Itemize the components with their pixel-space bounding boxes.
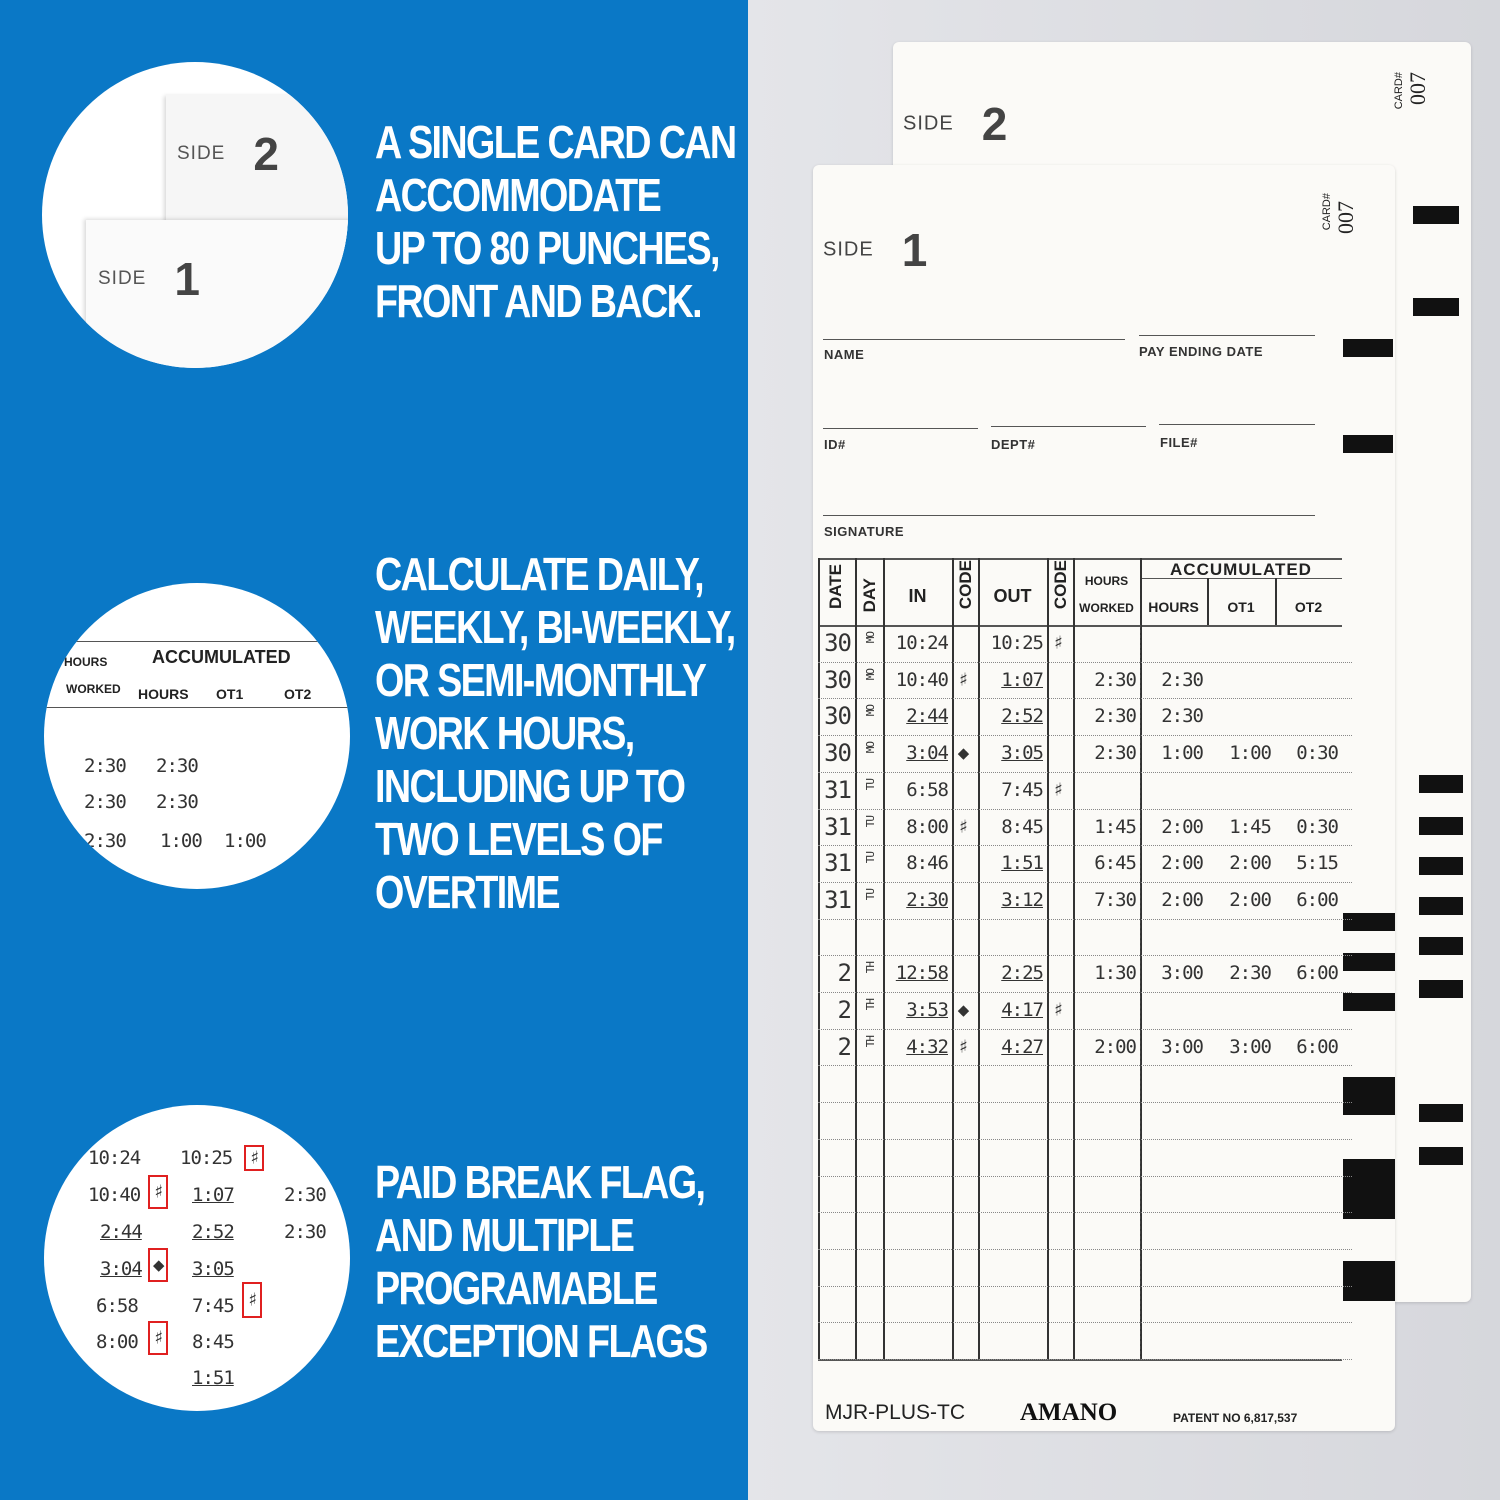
cell-worked: 6:45 [1094, 852, 1136, 875]
column-header-day: DAY [860, 578, 879, 613]
cell-ot1: 1:45 [1229, 815, 1271, 838]
cell-in: 10:24 [895, 632, 948, 654]
row-separator [818, 735, 1352, 736]
row-separator [818, 1212, 1352, 1213]
cell-ot2: 6:00 [1296, 888, 1338, 911]
column-header-accumulated: ACCUMULATED [1170, 560, 1312, 579]
time-card-side-2: SIDE 2 CARD# 007 [893, 42, 1471, 1302]
cell-out: 2:52 [1001, 705, 1043, 728]
cell-out-code: ♯ [1052, 778, 1064, 801]
row-separator [818, 1139, 1352, 1140]
cell-day: TU [864, 778, 877, 791]
heading-line: FRONT AND BACK. [375, 275, 702, 327]
cell-in: 2:30 [906, 888, 948, 911]
heading-punches [375, 116, 736, 328]
heading-hours [375, 548, 735, 919]
cell-ot2: 6:00 [1296, 962, 1338, 985]
column-divider [855, 558, 857, 1359]
heading-line: A SINGLE CARD CAN [375, 116, 736, 168]
row-separator [818, 1286, 1352, 1287]
cell-date: 30 [824, 629, 851, 657]
side-1-label: SIDE 1 [98, 253, 201, 305]
cell-date: 2 [837, 959, 851, 988]
cell-out: 4:17 [1001, 999, 1043, 1021]
patent-number: PATENT NO 6,817,537 [1173, 1411, 1298, 1425]
cell-out: 1:07 [1001, 668, 1043, 691]
cell-in: 10:40 [895, 668, 948, 691]
cell-day: MO [864, 742, 877, 754]
cell-worked: 2:00 [1094, 1035, 1136, 1058]
row-separator [818, 955, 1352, 956]
side-label: SIDE 1 [823, 224, 929, 276]
cell-date: 2 [837, 1032, 851, 1061]
cell-out: 4:27 [1001, 1035, 1043, 1058]
column-header-in: IN [908, 586, 927, 606]
header-bottom-border [818, 625, 1342, 627]
row-separator [818, 1176, 1352, 1177]
row-separator [818, 1102, 1352, 1103]
cell-out: 2:25 [1001, 962, 1043, 985]
cell-day: TU [864, 815, 877, 827]
heading-line: OR SEMI-MONTHLY [375, 654, 706, 706]
row-separator [818, 919, 1352, 920]
row-separator [818, 882, 1352, 883]
cell-day: TU [864, 852, 877, 864]
cell-date: 30 [824, 702, 851, 731]
cell-in: 8:00 [906, 815, 948, 838]
sides-detail-circle [42, 62, 348, 368]
heading-line: INCLUDING UP TO [375, 760, 685, 812]
cell-out: 8:45 [1001, 815, 1043, 838]
cell-day: TH [864, 999, 877, 1011]
cell-in-code: ♯ [957, 1035, 969, 1058]
cell-hours: 3:00 [1161, 962, 1203, 985]
cell-ot1: 2:00 [1229, 888, 1271, 911]
cell-hours: 2:00 [1161, 888, 1203, 911]
cell-in: 3:53 [906, 999, 948, 1021]
column-header-out: OUT [993, 586, 1032, 606]
column-header-date: DATE [826, 564, 845, 610]
cell-hours: 3:00 [1161, 1035, 1203, 1058]
cell-ot1: 2:00 [1229, 852, 1271, 875]
heading-line: CALCULATE DAILY, [375, 548, 703, 600]
brand-logo: AMANO [1020, 1399, 1118, 1426]
cell-in: 8:46 [906, 852, 948, 875]
cell-hours: 2:30 [1161, 705, 1203, 728]
row-separator [818, 1359, 1352, 1360]
row-separator [818, 845, 1352, 846]
cell-day: MO [864, 705, 877, 717]
row-separator [818, 1029, 1352, 1030]
cell-ot2: 0:30 [1296, 742, 1338, 765]
cell-out-code: ♯ [1052, 999, 1064, 1021]
column-header-ot1: OT1 [1227, 599, 1255, 615]
cell-in: 2:44 [906, 705, 948, 728]
column-divider [1047, 558, 1049, 1359]
cell-date: 30 [824, 739, 851, 768]
column-header-code: CODE [956, 560, 975, 610]
row-separator [818, 1249, 1352, 1250]
cell-date: 31 [824, 812, 851, 841]
heading-line: ACCOMMODATE [375, 169, 661, 221]
flags-detail-circle: 10:24 10:25 ♯ 10:40 ♯ 1:07 2:30 2:44 2:52 2:30 3:04 ◆ 3:05 6:58 7:45 ♯ 8:00 ♯ 8:45 1:51 [44, 1105, 350, 1411]
heading-line: PROGRAMABLE [375, 1262, 657, 1314]
cell-out: 7:45 [1001, 778, 1043, 801]
cell-ot1: 2:30 [1229, 962, 1271, 985]
cell-in: 4:32 [906, 1035, 948, 1058]
heading-line: TWO LEVELS OF [375, 813, 662, 865]
cell-worked: 1:30 [1094, 962, 1136, 985]
cell-hours: 2:00 [1161, 815, 1203, 838]
signature-label: SIGNATURE [824, 524, 905, 539]
pay-ending-date-label: PAY ENDING DATE [1139, 344, 1264, 359]
cell-worked: 1:45 [1094, 815, 1136, 838]
cell-date: 31 [824, 885, 851, 914]
row-separator [818, 992, 1352, 993]
cell-ot2: 6:00 [1296, 1035, 1338, 1058]
cell-worked: 2:30 [1094, 668, 1136, 691]
cell-worked: 7:30 [1094, 888, 1136, 911]
heading-line: AND MULTIPLE [375, 1209, 634, 1261]
id-label: ID# [824, 437, 846, 452]
column-header-code: CODE [1051, 560, 1070, 610]
cell-ot2: 5:15 [1296, 852, 1338, 875]
row-separator [818, 662, 1352, 663]
row-separator [818, 772, 1352, 773]
cell-hours: 2:00 [1161, 852, 1203, 875]
cell-out: 3:12 [1001, 888, 1043, 911]
cell-date: 30 [824, 665, 851, 694]
heading-line: WEEKLY, BI-WEEKLY, [375, 601, 735, 653]
row-separator [818, 698, 1352, 699]
cell-date: 31 [824, 849, 851, 878]
column-header-hours: HOURS [1148, 599, 1199, 615]
heading-line: EXCEPTION FLAGS [375, 1315, 707, 1367]
accumulated-detail-circle: HOURS WORKED ACCUMULATED HOURS OT1 OT2 2:30 2:30 2:30 2:30 2:30 1:00 1:00 [44, 583, 350, 889]
column-header-hours-worked: HOURS [1084, 574, 1129, 588]
time-card-side-1 [813, 165, 1395, 1431]
cell-day: TH [864, 962, 877, 974]
cell-hours: 2:30 [1161, 668, 1203, 691]
heading-flags [375, 1156, 707, 1368]
file-label: FILE# [1160, 435, 1198, 450]
column-header-hours-worked: WORKED [1079, 601, 1134, 615]
cell-day: TH [864, 1035, 877, 1047]
cell-in: 6:58 [906, 778, 948, 801]
heading-line: WORK HOURS, [375, 707, 634, 759]
cell-hours: 1:00 [1161, 742, 1203, 765]
cell-day: MO [864, 632, 877, 644]
cell-date: 31 [824, 775, 851, 804]
cell-ot1: 3:00 [1229, 1035, 1271, 1058]
name-label: NAME [824, 347, 865, 362]
model-number: MJR-PLUS-TC [825, 1401, 965, 1424]
cell-in-code: ♯ [957, 815, 969, 838]
cell-in-code: ◆ [957, 742, 969, 765]
row-separator [818, 809, 1352, 810]
cell-out: 1:51 [1001, 852, 1043, 875]
cell-in-code: ♯ [957, 668, 969, 691]
cell-in: 12:58 [895, 962, 948, 985]
cell-date: 2 [837, 996, 851, 1024]
cell-day: MO [864, 668, 877, 680]
column-header-ot2: OT2 [1294, 599, 1323, 615]
cell-worked: 2:30 [1094, 705, 1136, 728]
cell-in-code: ◆ [957, 999, 969, 1021]
cell-out-code: ♯ [1052, 632, 1064, 654]
card-number-label: CARD# [1321, 193, 1333, 231]
cell-ot1: 1:00 [1229, 742, 1271, 765]
cell-worked: 2:30 [1094, 742, 1136, 765]
side-2-label: SIDE 2 [177, 128, 280, 180]
cell-ot2: 0:30 [1296, 815, 1338, 838]
cell-day: TU [864, 888, 877, 901]
row-separator [818, 1322, 1352, 1323]
cell-in: 3:04 [906, 742, 948, 765]
card-number: 007 [1333, 201, 1358, 234]
heading-line: PAID BREAK FLAG, [375, 1156, 705, 1208]
cell-out: 3:05 [1001, 742, 1043, 765]
heading-line: UP TO 80 PUNCHES, [375, 222, 719, 274]
feature-panel [0, 0, 748, 1500]
row-separator [818, 1065, 1352, 1066]
cell-out: 10:25 [990, 632, 1043, 654]
heading-line: OVERTIME [375, 866, 559, 918]
dept-label: DEPT# [991, 437, 1036, 452]
